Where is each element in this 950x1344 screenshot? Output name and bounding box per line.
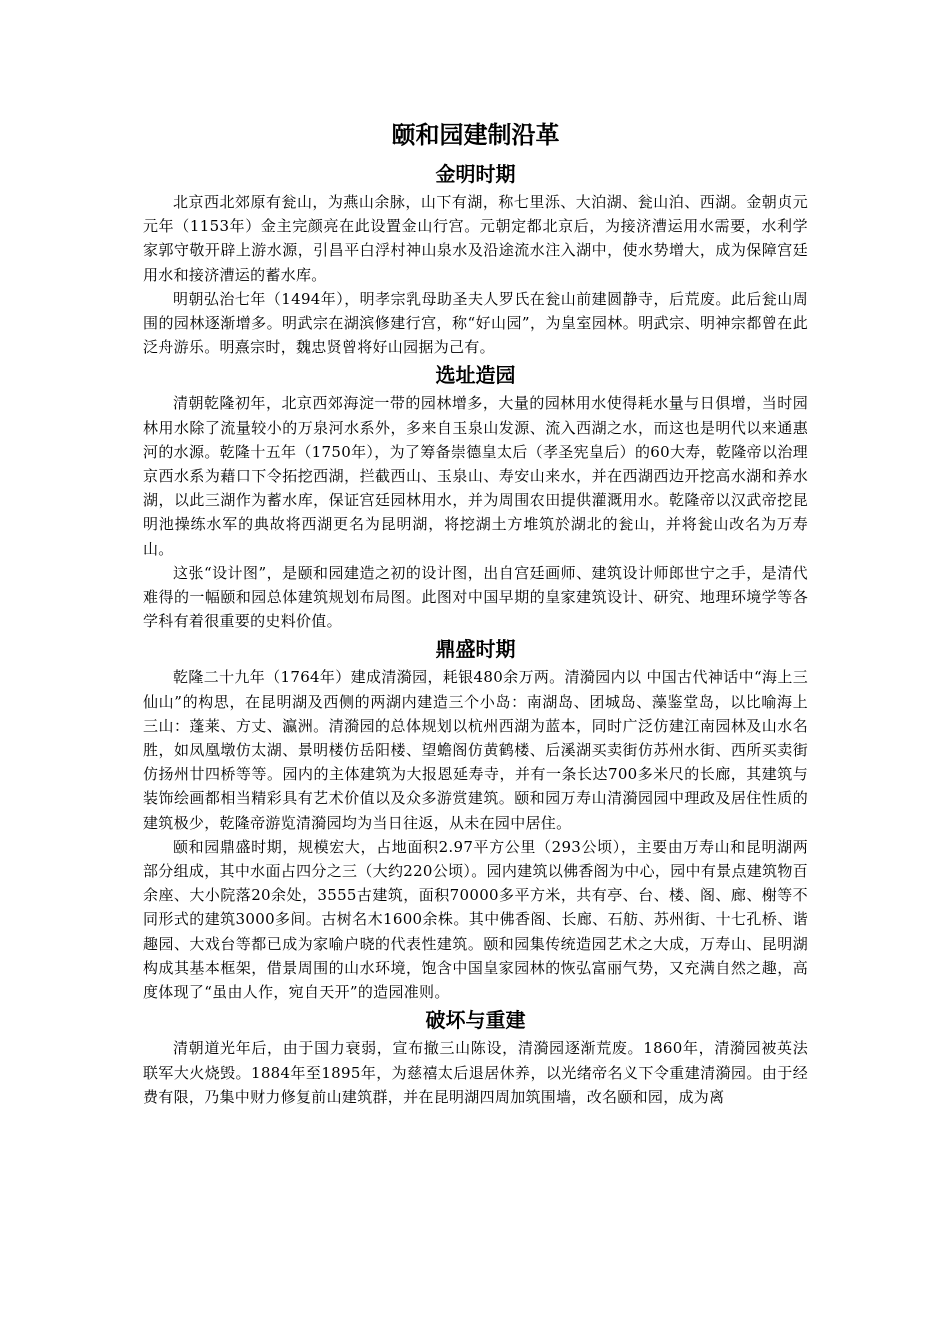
paragraph: 清朝乾隆初年，北京西郊海淀一带的园林增多，大量的园林用水使得耗水量与日俱增，当时园林用水除了流量较小的万泉河水系外，多来自玉泉山发源、流入西湖之水，而这也是明代以来通惠河的水源。乾隆十五年（1750年），为了筹备崇德皇太后（孝圣宪皇后）的60大寿，乾隆帝以治理京西水系为藉口下令拓挖西湖，拦截西山、玉泉山、寿安山来水，并在西湖西边开挖高水湖和养水湖，以此三湖作为蓄水库，保证宫廷园林用水，并为周围农田提供灌溉用水。乾隆帝以汉武帝挖昆明池操练水军的典故将西湖更名为昆明湖，将挖湖土方堆筑於湖北的瓮山，并将瓮山改名为万寿山。 bbox=[143, 394, 808, 558]
paragraph: 清朝道光年后，由于国力衰弱，宣布撤三山陈设，清漪园逐渐荒废。1860年，清漪园被英法联军大火烧毁。1884年至1895年，为慈禧太后退居休养，以光绪帝名义下令重建清漪园。由于经费有限，乃集中财力修复前山建筑群，并在昆明湖四周加筑围墙，改名颐和园，成为离 bbox=[143, 1039, 808, 1106]
paragraph: 北京西北郊原有瓮山，为燕山余脉，山下有湖，称七里泺、大泊湖、瓮山泊、西湖。金朝贞元元年（1153年）金主完颜亮在此设置金山行宫。元朝定都北京后，为接济漕运用水需要，水利学家郭守敬开辟上游水源，引昌平白浮村神山泉水及沿途流水注入湖中，使水势增大，成为保障宫廷用水和接济漕运的蓄水库。 bbox=[143, 193, 808, 284]
section-jinming-period bbox=[143, 158, 808, 359]
section-heading: 破坏与重建 bbox=[425, 1008, 526, 1033]
section-heading: 鼎盛时期 bbox=[435, 637, 516, 662]
paragraph: 这张“设计图”，是颐和园建造之初的设计图，出自宫廷画师、建筑设计师郎世宁之手，是清代难得的一幅颐和园总体建筑规划布局图。此图对中国早期的皇家建筑设计、研究、地理环境学等各学科有着很重要的史料价值。 bbox=[143, 563, 808, 631]
section-destruction-rebuild bbox=[143, 1004, 808, 1109]
document-title: 颐和园建制沿革 bbox=[391, 121, 560, 149]
section-heading: 选址造园 bbox=[435, 363, 516, 388]
document-body bbox=[143, 116, 808, 1109]
paragraph: 颐和园鼎盛时期，规模宏大，占地面积2.97平方公里（293公顷），主要由万寿山和昆明湖两部分组成，其中水面占四分之三（大约220公顷）。园内建筑以佛香阁为中心，园中有景点建筑物百余座、大小院落20余处，3555古建筑，面积70000多平方米，共有亭、台、楼、阁、廊、榭等不同形式的建筑3000多间。古树名木1600余株。其中佛香阁、长廊、石舫、苏州街、十七孔桥、谐趣园、大戏台等都已成为家喻户晓的代表性建筑。颐和园集传统造园艺术之大成，万寿山、昆明湖构成其基本框架，借景周围的山水环境，饱含中国皇家园林的恢弘富丽气势，又充满自然之趣，高度体现了“虽由人作，宛自天开”的造园准则。 bbox=[143, 837, 808, 1002]
section-peak-period bbox=[143, 633, 808, 1004]
paragraph: 明朝弘治七年（1494年），明孝宗乳母助圣夫人罗氏在瓮山前建圆静寺，后荒废。此后瓮山周围的园林逐渐增多。明武宗在湖滨修建行宫，称“好山园”，为皇室园林。明武宗、明神宗都曾在此泛舟游乐。明熹宗时，魏忠贤曾将好山园据为己有。 bbox=[143, 289, 808, 357]
paragraph: 乾隆二十九年（1764年）建成清漪园，耗银480余万两。清漪园内以 中国古代神话中“海上三仙山”的构思，在昆明湖及西侧的两湖内建造三个小岛：南湖岛、团城岛、藻鉴堂岛，以比喻海上三山：蓬莱、方丈、瀛洲。清漪园的总体规划以杭州西湖为蓝本，同时广泛仿建江南园林及山水名胜，如凤凰墩仿太湖、景明楼仿岳阳楼、望蟾阁仿黄鹤楼、后溪湖买卖街仿苏州水街、西所买卖街仿扬州廿四桥等等。园内的主体建筑为大报恩延寿寺，并有一条长达700多米尺的长廊，其建筑与装饰绘画都相当精彩具有艺术价值以及众多游赏建筑。颐和园万寿山清漪园园中理政及居住性质的建筑极少，乾隆帝游览清漪园均为当日往返，从未在园中居住。 bbox=[143, 668, 808, 832]
section-heading: 金明时期 bbox=[435, 162, 516, 186]
section-site-selection bbox=[143, 359, 808, 633]
